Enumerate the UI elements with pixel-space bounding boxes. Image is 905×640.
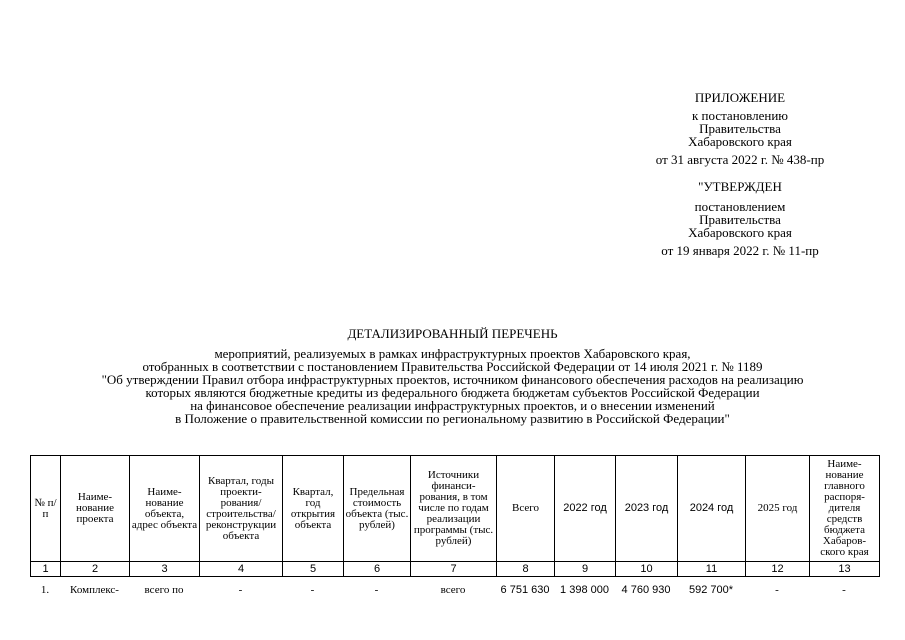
header-cell: Источники финанси-рования, в том числе по годам реализации программы (тыс. рублей) <box>411 456 497 562</box>
table-row <box>30 582 879 598</box>
projects-table <box>30 455 880 577</box>
total-cell: 6 751 630 <box>500 584 550 596</box>
table-header-row <box>31 456 880 562</box>
approved-date: от 19 января 2022 г. № 11-пр <box>661 243 819 258</box>
title-line-1: мероприятий, реализуемых в рамках инфраструктурных проектов Хабаровского края, <box>214 346 691 361</box>
source-cell: всего <box>440 584 466 596</box>
header-cell: Квартал, год открытия объекта <box>283 456 344 562</box>
header-cell: 2024 год <box>678 456 746 562</box>
approved-block <box>620 180 860 257</box>
column-number: 5 <box>283 562 344 577</box>
title-line-2: отобранных в соответствии с постановлением Правительства Российской Федерации от 14 июля 2021 г. № 1189 <box>142 359 763 374</box>
title-line-5: на финансовое обеспечение реализации инфраструктурных проектов, и о внесении изменений <box>190 398 715 413</box>
column-number: 10 <box>616 562 678 577</box>
document-title: ДЕТАЛИЗИРОВАННЫЙ ПЕРЕЧЕНЬ <box>347 326 558 341</box>
header-cell: Всего <box>497 456 555 562</box>
opening-cell: - <box>310 584 315 596</box>
column-number: 3 <box>130 562 200 577</box>
approved-line-2: Правительства <box>699 212 781 227</box>
header-cell: Наиме-нование главного распоря-дителя средств бюджета Хабаров-ского края <box>810 456 880 562</box>
header-cell: 2022 год <box>555 456 616 562</box>
period-cell: - <box>238 584 243 596</box>
column-number: 7 <box>411 562 497 577</box>
appendix-block <box>620 91 860 166</box>
approved-line-3: Хабаровского края <box>688 225 792 240</box>
year-2025-cell: - <box>775 584 779 596</box>
row-number: 1. <box>40 584 50 596</box>
column-number: 13 <box>810 562 880 577</box>
column-number: 8 <box>497 562 555 577</box>
approved-heading: "УТВЕРЖДЕН <box>698 179 782 194</box>
header-cell: Наиме-нование проекта <box>61 456 130 562</box>
object-name-cell: всего по <box>144 584 184 596</box>
column-number-row <box>31 562 880 577</box>
document-title-block <box>0 327 905 425</box>
table-data <box>30 582 879 598</box>
column-number: 6 <box>344 562 411 577</box>
max-cost-cell: - <box>374 584 379 596</box>
header-cell: Квартал, годы проекти-рования/ строительства/ реконструкции объекта <box>200 456 283 562</box>
appendix-line-1: к постановлению <box>691 108 789 123</box>
approved-line-1: постановлением <box>694 199 786 214</box>
appendix-line-2: Правительства <box>699 121 781 136</box>
column-number: 1 <box>31 562 61 577</box>
header-cell: № п/п <box>31 456 61 562</box>
appendix-date: от 31 августа 2022 г. № 438-пр <box>655 152 825 167</box>
column-number: 12 <box>746 562 810 577</box>
header-cell: Наиме-нование объекта, адрес объекта <box>130 456 200 562</box>
title-line-4: которых являются бюджетные кредиты из федерального бюджета бюджетам субъектов Российской Федерации <box>145 385 760 400</box>
project-name-cell: Комплекс- <box>70 584 119 596</box>
title-line-3: "Об утверждении Правил отбора инфраструктурных проектов, источником финансового обеспечения расходов на реализацию <box>101 372 804 387</box>
header-cell: 2023 год <box>616 456 678 562</box>
title-line-6: в Положение о правительственной комиссии по региональному развитию в Российской Федерации" <box>175 411 730 426</box>
appendix-heading: ПРИЛОЖЕНИЕ <box>694 90 786 105</box>
appendix-line-3: Хабаровского края <box>688 134 792 149</box>
year-2023-cell: 4 760 930 <box>621 584 671 596</box>
year-2022-cell: 1 398 000 <box>560 584 609 596</box>
year-2024-cell: 592 700* <box>688 584 734 596</box>
header-cell: Предельная стоимость объекта (тыс. рублей) <box>344 456 411 562</box>
column-number: 9 <box>555 562 616 577</box>
manager-cell: - <box>842 584 846 596</box>
column-number: 4 <box>200 562 283 577</box>
column-number: 2 <box>61 562 130 577</box>
column-number: 11 <box>678 562 746 577</box>
header-cell: 2025 год <box>746 456 810 562</box>
